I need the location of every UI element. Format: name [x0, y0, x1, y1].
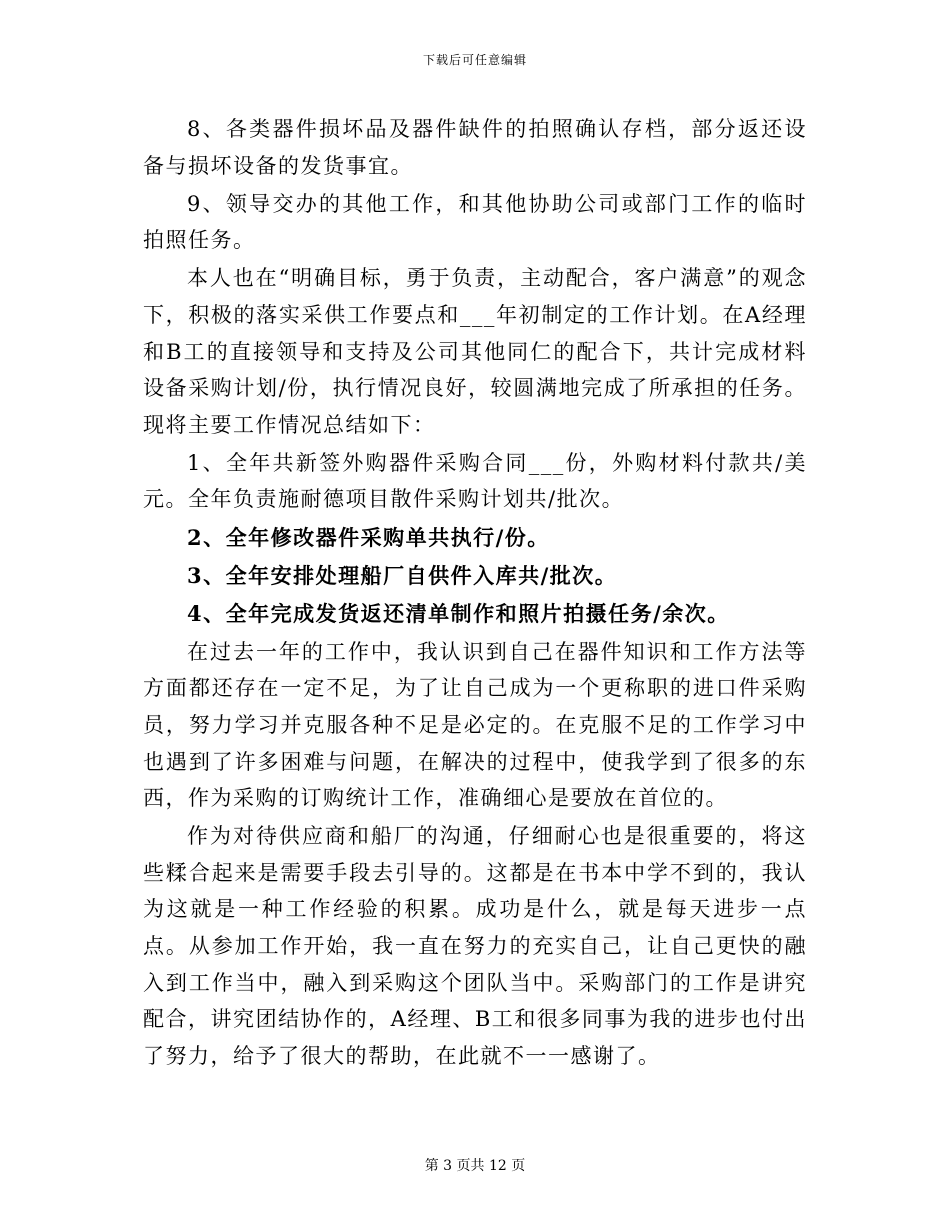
page-number: 第 3 页共 12 页: [424, 1158, 526, 1174]
paragraph-stat-1: 1、全年共新签外购器件采购合同___份，外购材料付款共/美元。全年负责施耐德项目散件采购计划共/批次。: [143, 450, 807, 512]
document-body: [143, 111, 807, 1076]
paragraph-communication: 作为对待供应商和船厂的沟通，仔细耐心也是很重要的，将这些糅合起来是需要手段去引导的。这都是在书本中学不到的，我认为这就是一种工作经验的积累。成功是什么，就是每天进步一点点。从参加工作开始，我一直在努力的充实自己，让自己更快的融入到工作当中，融入到采购这个团队当中。采购部门的工作是讲究配合，讲究团结协作的，A经理、B工和很多同事为我的进步也付出了努力，给予了很大的帮助，在此就不一一感谢了。: [143, 824, 807, 1068]
paragraph-stat-2: 2、全年修改器件采购单共执行/份。: [187, 524, 550, 550]
paragraph-reflection: 在过去一年的工作中，我认识到自己在器件知识和工作方法等方面都还存在一定不足，为了让自己成为一个更称职的进口件采购员，努力学习并克服各种不足是必定的。在克服不足的工作学习中也遇到了许多困难与问题，在解决的过程中，使我学到了很多的东西，作为采购的订购统计工作，准确细心是要放在首位的。: [143, 639, 807, 811]
paragraph-stat-3: 3、全年安排处理船厂自供件入库共/批次。: [187, 562, 618, 588]
page-header: 下载后可任意编辑: [422, 53, 527, 67]
paragraph-summary-intro: 本人也在“明确目标，勇于负责，主动配合，客户满意”的观念下，积极的落实采供工作要点和___年初制定的工作计划。在A经理和B工的直接领导和支持及公司其他同仁的配合下，共计完成材料设备采购计划/份，执行情况良好，较圆满地完成了所承担的任务。现将主要工作情况总结如下：: [143, 266, 807, 437]
paragraph-item-8: 8、各类器件损坏品及器件缺件的拍照确认存档，部分返还设备与损坏设备的发货事宜。: [143, 117, 807, 178]
paragraph-item-9: 9、领导交办的其他工作，和其他协助公司或部门工作的临时拍照任务。: [143, 191, 807, 253]
paragraph-stat-4: 4、全年完成发货返还清单制作和照片拍摄任务/余次。: [187, 600, 730, 626]
